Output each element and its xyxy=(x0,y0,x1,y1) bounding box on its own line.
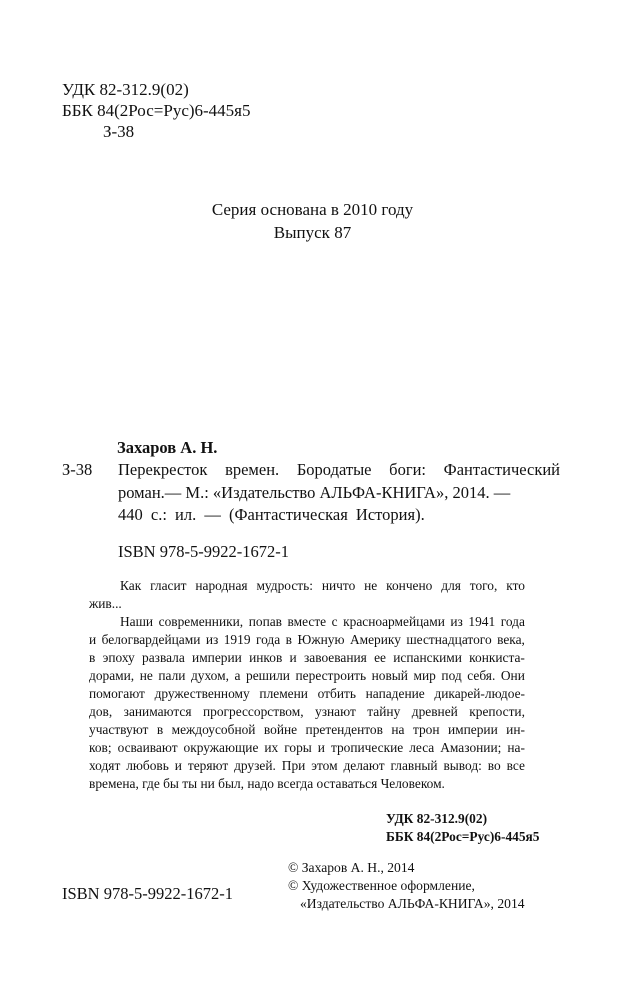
annotation-line-10: ков; осваивают окружающие их горы и тропические леса Амазонии; на- xyxy=(89,740,525,755)
header-udk: УДК 82-312.9(02) xyxy=(62,80,189,99)
annotation-line-8: дов, занимаются прогрессорством, узнают тайну древней крепости, xyxy=(89,704,525,719)
classification-bbk: ББК 84(2Рос=Рус)6-445я5 xyxy=(386,829,540,844)
annotation-line-9: участвуют в междоусобной войне претендентов на трон империи ин- xyxy=(89,722,525,737)
copyright-line-1: © Захаров А. Н., 2014 xyxy=(288,860,415,875)
card-isbn: ISBN 978-5-9922-1672-1 xyxy=(118,542,289,561)
annotation-line-3: Наши современники, попав вместе с красноармейцами из 1941 года xyxy=(120,614,525,629)
annotation-line-2: жив... xyxy=(89,596,122,611)
annotation-line-1: Как гласит народная мудрость: ничто не кончено для того, кто xyxy=(120,578,525,593)
annotation-line-11: ходят любовь и теряют друзей. При этом делают главный вывод: во все xyxy=(89,758,525,773)
copyright-line-3: «Издательство АЛЬФА-КНИГА», 2014 xyxy=(300,896,525,911)
card-title-line-2: роман.— М.: «Издательство АЛЬФА-КНИГА», 2014. — xyxy=(118,483,511,502)
card-title-line-1: Перекресток времен. Бородатые боги: Фантастический xyxy=(118,460,560,479)
header-code: З-38 xyxy=(103,122,135,141)
annotation-line-5: в эпоху развала империи инков и завоевания ее испанскими конкиста- xyxy=(89,650,525,665)
isbn-bottom: ISBN 978-5-9922-1672-1 xyxy=(62,884,233,903)
card-title-line-3: 440 с.: ил. — (Фантастическая История). xyxy=(118,505,425,524)
copyright-line-2: © Художественное оформление, xyxy=(288,878,475,893)
classification-udk: УДК 82-312.9(02) xyxy=(386,811,488,826)
annotation-line-7: помогают дружественному племени отбить нападение дикарей-людое- xyxy=(89,686,525,701)
card-code: З-38 xyxy=(62,460,93,479)
annotation-line-12: времена, где бы ты ни был, надо всегда оставаться Человеком. xyxy=(89,776,445,791)
series-issue: Выпуск 87 xyxy=(273,223,352,242)
annotation-line-6: дорами, не пали духом, а решили перестроить новый мир под себя. Они xyxy=(89,668,525,683)
header-bbk: ББК 84(2Рос=Рус)6-445я5 xyxy=(62,101,251,120)
series-founded: Серия основана в 2010 году xyxy=(211,200,414,219)
annotation-line-4: и белогвардейцами из 1919 года в Южную Америку шестнадцатого века, xyxy=(89,632,525,647)
card-author: Захаров А. Н. xyxy=(117,438,218,457)
